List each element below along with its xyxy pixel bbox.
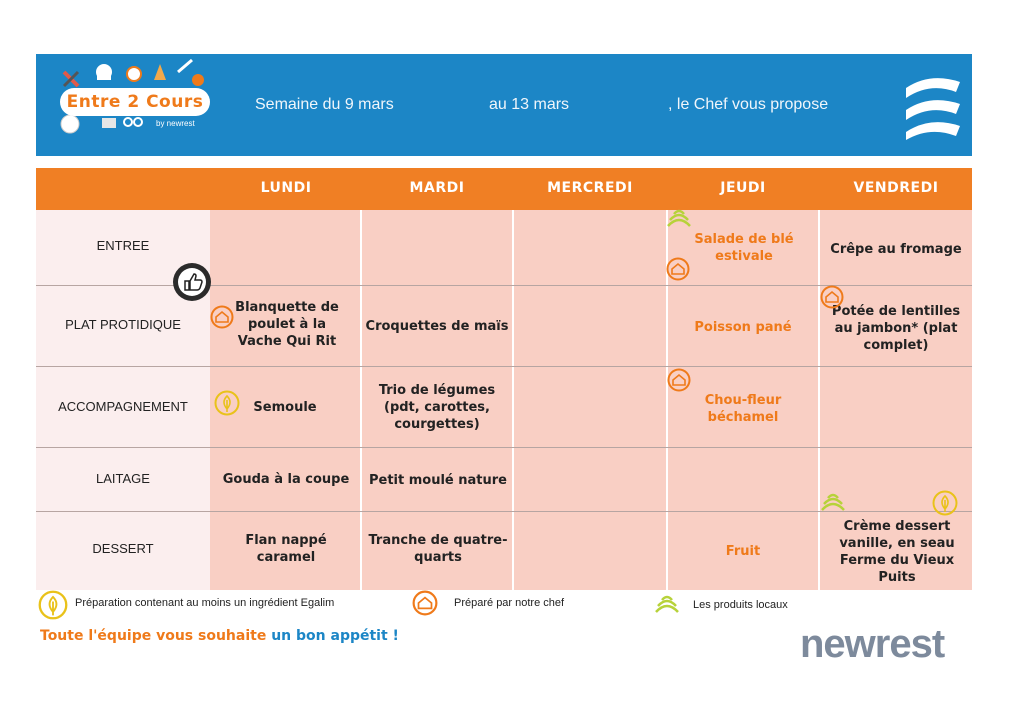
menu-item: Tranche de quatre-quarts bbox=[368, 533, 508, 565]
menu-item: Trio de légumes (pdt, carottes, courgettes) bbox=[378, 383, 496, 432]
footer-message bbox=[40, 628, 399, 644]
legend-chef-text: Préparé par notre chef bbox=[454, 597, 565, 609]
menu-item: Crème dessert vanille, en seau Ferme du Vieux Puits bbox=[839, 519, 955, 585]
menu-item: Flan nappé caramel bbox=[245, 533, 327, 565]
column-divider bbox=[512, 210, 514, 590]
local-product-icon bbox=[654, 594, 680, 616]
row-divider bbox=[36, 447, 972, 448]
chef-house-icon bbox=[412, 590, 438, 616]
row-label-plat: PLAT PROTIDIQUE bbox=[65, 317, 181, 332]
day-jeudi: JEUDI bbox=[720, 180, 766, 196]
menu-item: Croquettes de maïs bbox=[365, 319, 509, 334]
menu-item: Petit moulé nature bbox=[368, 473, 507, 488]
day-vendredi: VENDREDI bbox=[853, 180, 939, 196]
logo-byline: by newrest bbox=[156, 119, 195, 128]
egalim-icon bbox=[214, 390, 240, 416]
day-lundi: LUNDI bbox=[260, 180, 312, 196]
column-divider bbox=[818, 210, 820, 590]
menu-item: Semoule bbox=[253, 400, 317, 415]
week-to: au 13 mars bbox=[489, 96, 570, 113]
egalim-icon bbox=[932, 490, 958, 516]
row-label-dessert: DESSERT bbox=[92, 541, 154, 556]
legend-egalim-text: Préparation contenant au moins un ingrédient Egalim bbox=[75, 597, 335, 609]
egalim-icon bbox=[38, 590, 68, 620]
waves-icon bbox=[900, 74, 964, 140]
chef-house-icon bbox=[667, 368, 691, 392]
chef-proposes-text: , le Chef vous propose bbox=[668, 96, 829, 113]
logo-title: Entre 2 Cours bbox=[60, 88, 210, 116]
chef-house-icon bbox=[820, 285, 844, 309]
legend-local-text: Les produits locaux bbox=[693, 599, 788, 611]
footer-part-2: un bon appétit ! bbox=[271, 628, 399, 644]
thumbs-up-badge-icon bbox=[172, 262, 212, 302]
week-label: Semaine du 9 mars bbox=[255, 96, 394, 113]
local-product-icon bbox=[666, 208, 692, 230]
row-divider bbox=[36, 366, 972, 367]
row-label-accompagnement: ACCOMPAGNEMENT bbox=[58, 399, 188, 414]
day-mardi: MARDI bbox=[409, 180, 465, 196]
newrest-logo: newrest bbox=[800, 622, 945, 666]
menu-item: Crêpe au fromage bbox=[830, 242, 962, 257]
chef-house-icon bbox=[666, 257, 690, 281]
footer-part-1: Toute l'équipe vous souhaite bbox=[40, 628, 267, 644]
menu-item: Chou-fleur béchamel bbox=[704, 393, 782, 425]
menu-item: Gouda à la coupe bbox=[222, 472, 350, 487]
menu-item: Fruit bbox=[725, 544, 761, 559]
menu-item: Potée de lentilles au jambon* (plat complet) bbox=[831, 304, 961, 353]
menu-item: Blanquette de poulet à la Vache Qui Rit bbox=[235, 300, 339, 349]
local-product-icon bbox=[820, 492, 846, 514]
row-label-laitage: LAITAGE bbox=[96, 471, 150, 486]
menu-item: Salade de blé estivale bbox=[694, 232, 794, 264]
day-mercredi: MERCREDI bbox=[547, 180, 633, 196]
row-label-entree: ENTREE bbox=[96, 238, 150, 253]
chef-house-icon bbox=[210, 305, 234, 329]
column-divider bbox=[360, 210, 362, 590]
menu-item: Poisson pané bbox=[694, 320, 792, 335]
